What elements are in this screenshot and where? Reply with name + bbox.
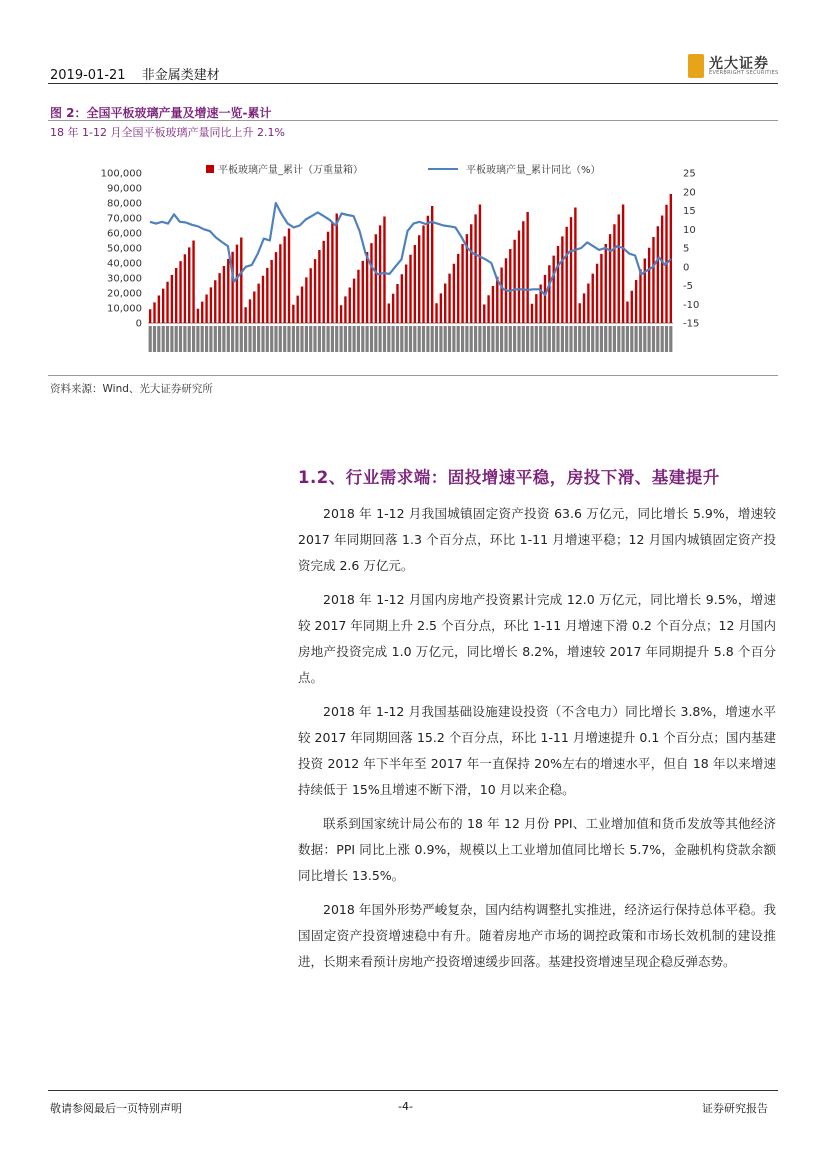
company-logo — [688, 52, 780, 80]
x-tick-mark — [574, 326, 577, 352]
production-bar — [552, 256, 554, 323]
x-tick-mark — [526, 326, 529, 352]
x-tick-mark — [604, 326, 607, 352]
production-bar — [474, 214, 476, 323]
x-tick-mark — [413, 326, 416, 352]
x-tick-mark — [543, 326, 546, 352]
x-tick-mark — [248, 326, 251, 352]
x-tick-mark — [279, 326, 282, 352]
x-tick-mark — [669, 326, 672, 352]
x-tick-mark — [418, 326, 421, 352]
production-bar — [492, 286, 494, 323]
x-tick-mark — [188, 326, 191, 352]
left-axis-tick-label: 30,000 — [107, 273, 142, 285]
right-axis-tick-label: 10 — [683, 224, 696, 236]
production-bar — [383, 217, 385, 324]
x-tick-mark — [444, 326, 447, 352]
production-bar — [362, 261, 364, 323]
production-bar — [592, 274, 594, 323]
x-tick-mark — [179, 326, 182, 352]
production-bar — [353, 279, 355, 323]
x-tick-mark — [630, 326, 633, 352]
production-bar — [162, 289, 164, 323]
x-tick-mark — [305, 326, 308, 352]
production-bar — [435, 303, 437, 323]
x-tick-mark — [439, 326, 442, 352]
production-bar — [548, 265, 550, 323]
x-tick-mark — [522, 326, 525, 352]
section-body — [298, 501, 776, 983]
legend-bar-swatch — [206, 165, 214, 173]
production-bar — [427, 216, 429, 323]
x-tick-mark — [196, 326, 199, 352]
production-bar — [279, 244, 281, 323]
right-axis-tick-label: 5 — [683, 243, 690, 255]
right-axis-tick-label: 15 — [683, 206, 696, 217]
figure-subtitle: 18 年 1-12 月全国平板玻璃产量同比上升 2.1% — [50, 126, 285, 139]
x-tick-mark — [166, 326, 169, 352]
production-bar — [184, 254, 186, 323]
right-axis-tick-label: 0 — [683, 262, 690, 274]
left-axis-tick-label: 40,000 — [107, 258, 142, 270]
right-axis-tick-label: -5 — [683, 281, 693, 292]
x-tick-mark — [387, 326, 390, 352]
production-bar — [292, 305, 294, 323]
logo-name: 光大证券 — [709, 56, 769, 72]
x-tick-mark — [535, 326, 538, 352]
x-tick-mark — [478, 326, 481, 352]
production-bar — [188, 247, 190, 323]
x-tick-mark — [665, 326, 668, 352]
x-tick-mark — [253, 326, 256, 352]
x-tick-mark — [504, 326, 507, 352]
production-bar — [323, 241, 325, 323]
production-bar — [583, 293, 585, 323]
production-bar — [605, 244, 607, 323]
production-bar — [587, 284, 589, 324]
x-tick-mark — [235, 326, 238, 352]
x-tick-mark — [353, 326, 356, 352]
x-axis-ticks — [149, 326, 673, 352]
x-tick-mark — [591, 326, 594, 352]
x-tick-mark — [561, 326, 564, 352]
production-bar — [513, 240, 515, 323]
x-tick-mark — [322, 326, 325, 352]
x-tick-mark — [648, 326, 651, 352]
legend-line-label: 平板玻璃产量_累计同比（%） — [466, 165, 601, 176]
x-tick-mark — [426, 326, 429, 352]
x-tick-mark — [643, 326, 646, 352]
x-tick-mark — [396, 326, 399, 352]
x-tick-mark — [483, 326, 486, 352]
x-tick-mark — [470, 326, 473, 352]
production-bar — [457, 254, 459, 323]
x-tick-mark — [183, 326, 186, 352]
logo-subtitle: EVERBRIGHT SECURITIES — [709, 70, 779, 76]
x-tick-mark — [405, 326, 408, 352]
x-tick-mark — [548, 326, 551, 352]
production-bar — [175, 268, 177, 323]
x-tick-mark — [565, 326, 568, 352]
production-bar — [158, 296, 160, 324]
production-bar — [566, 227, 568, 323]
left-axis-tick-label: 0 — [135, 318, 142, 330]
x-tick-mark — [201, 326, 204, 352]
production-bar — [301, 287, 303, 324]
production-bar — [622, 205, 624, 324]
bar-series — [149, 194, 672, 323]
x-tick-mark — [331, 326, 334, 352]
left-axis-tick-label: 90,000 — [107, 183, 142, 195]
production-bar — [644, 259, 646, 324]
x-tick-mark — [287, 326, 290, 352]
production-bar — [500, 268, 502, 324]
footer-rule — [48, 1090, 778, 1091]
right-axis-tick-label: -10 — [683, 299, 700, 311]
production-bar — [262, 276, 264, 323]
production-bar — [487, 295, 489, 323]
x-tick-mark — [244, 326, 247, 352]
x-tick-mark — [205, 326, 208, 352]
production-bar — [231, 252, 233, 323]
x-tick-mark — [452, 326, 455, 352]
production-bar — [310, 268, 312, 323]
production-bar — [479, 205, 481, 324]
x-tick-mark — [587, 326, 590, 352]
production-bar — [171, 275, 173, 323]
x-tick-mark — [596, 326, 599, 352]
x-tick-mark — [496, 326, 499, 352]
x-tick-mark — [149, 326, 152, 352]
production-chart — [48, 150, 778, 375]
x-tick-mark — [609, 326, 612, 352]
x-tick-mark — [218, 326, 221, 352]
production-bar — [626, 302, 628, 324]
production-bar — [448, 274, 450, 323]
production-bar — [318, 250, 320, 323]
x-tick-mark — [635, 326, 638, 352]
production-bar — [613, 224, 615, 323]
production-bar — [388, 304, 390, 324]
footer-disclaimer: 敬请参阅最后一页特别声明 — [50, 1102, 182, 1115]
x-tick-mark — [274, 326, 277, 352]
production-bar — [526, 212, 528, 323]
production-bar — [275, 252, 277, 323]
production-bar — [414, 245, 416, 323]
production-bar — [657, 226, 659, 323]
x-tick-mark — [327, 326, 330, 352]
production-bar — [522, 221, 524, 323]
x-tick-mark — [335, 326, 338, 352]
x-tick-mark — [400, 326, 403, 352]
x-tick-mark — [552, 326, 555, 352]
production-bar — [253, 292, 255, 324]
x-tick-mark — [435, 326, 438, 352]
production-bar — [444, 284, 446, 324]
production-bar — [331, 223, 333, 323]
production-bar — [192, 241, 194, 324]
production-bar — [431, 206, 433, 323]
production-bar — [227, 259, 229, 323]
header-rule — [48, 83, 778, 84]
left-axis-tick-label: 20,000 — [107, 288, 142, 300]
left-axis-tick-label: 60,000 — [107, 228, 142, 240]
production-bar — [440, 293, 442, 323]
production-bar — [635, 280, 637, 323]
x-tick-mark — [374, 326, 377, 352]
production-bar — [392, 294, 394, 323]
production-bar — [344, 296, 346, 323]
production-bar — [570, 217, 572, 323]
production-bar — [631, 291, 633, 323]
production-bar — [418, 235, 420, 323]
production-bar — [652, 237, 654, 323]
x-tick-mark — [366, 326, 369, 352]
x-tick-mark — [361, 326, 364, 352]
x-tick-mark — [530, 326, 533, 352]
production-bar — [201, 302, 203, 323]
production-bar — [401, 274, 403, 323]
production-bar — [218, 273, 220, 323]
chart-legend — [206, 163, 601, 176]
production-bar — [357, 270, 359, 323]
left-axis-tick-label: 10,000 — [107, 303, 142, 315]
x-tick-mark — [626, 326, 629, 352]
x-tick-mark — [517, 326, 520, 352]
x-tick-mark — [309, 326, 312, 352]
production-bar — [214, 280, 216, 323]
x-tick-mark — [175, 326, 178, 352]
left-axis-tick-label: 50,000 — [107, 243, 142, 255]
production-bar — [409, 255, 411, 323]
production-bar — [366, 252, 368, 323]
production-bar — [470, 224, 472, 323]
x-tick-mark — [240, 326, 243, 352]
production-bar — [531, 304, 533, 323]
production-bar — [496, 277, 498, 323]
production-bar — [639, 269, 641, 323]
x-tick-mark — [500, 326, 503, 352]
figure-title-rule — [48, 120, 778, 121]
paragraph: 2018 年国外形势严峻复杂，国内结构调整扎实推进，经济运行保持总体平稳。我国固定资产投资增速稳中有升。随着房地产市场的调控政策和市场长效机制的建设推进，长期来看预计房地产投资增速缓步回落。基建投资增速呈现企稳反弹态势。 — [298, 902, 776, 969]
production-bar — [266, 268, 268, 323]
production-bar — [257, 284, 259, 323]
production-bar — [579, 303, 581, 323]
production-bar — [283, 236, 285, 323]
production-bar — [618, 214, 620, 323]
production-bar — [244, 307, 246, 323]
left-axis-tick-label: 100,000 — [100, 168, 142, 180]
production-bar — [340, 305, 342, 323]
production-bar — [561, 236, 563, 323]
production-bar — [210, 287, 212, 323]
x-tick-mark — [231, 326, 234, 352]
x-tick-mark — [300, 326, 303, 352]
production-bar — [574, 208, 576, 324]
x-tick-mark — [448, 326, 451, 352]
x-tick-mark — [162, 326, 165, 352]
production-bar — [240, 238, 242, 324]
production-bar — [223, 266, 225, 323]
x-tick-mark — [261, 326, 264, 352]
x-tick-mark — [313, 326, 316, 352]
x-tick-mark — [622, 326, 625, 352]
legend-bar-label: 平板玻璃产量_累计（万重量箱） — [218, 165, 363, 176]
production-bar — [270, 260, 272, 323]
production-bar — [197, 309, 199, 323]
x-tick-mark — [600, 326, 603, 352]
right-axis-tick-label: 20 — [683, 187, 696, 199]
production-bar — [509, 249, 511, 323]
production-bar — [370, 243, 372, 323]
production-bar — [535, 294, 537, 323]
x-tick-mark — [283, 326, 286, 352]
x-tick-mark — [465, 326, 468, 352]
paragraph: 2018 年 1-12 月我国基础设施建设投资（不含电力）同比增长 3.8%，增速水平较 2017 年同期回落 15.2 个百分点，环比 1-11 月增速提升 0.1 个百分点；国内基建投资 2012 年下半年至 2017 年一直保持 20%左右的增速水平，但自 18 年以来增速持续低于 15%且增速不断下滑，10 月以来企稳。 — [298, 704, 776, 797]
x-tick-mark — [578, 326, 581, 352]
footer-label: 证券研究报告 — [702, 1102, 768, 1115]
x-tick-mark — [392, 326, 395, 352]
production-bar — [166, 282, 168, 323]
production-bar — [483, 305, 485, 324]
x-tick-mark — [209, 326, 212, 352]
x-tick-mark — [652, 326, 655, 352]
right-axis-tick-label: 25 — [683, 168, 696, 180]
x-tick-mark — [270, 326, 273, 352]
production-bar — [249, 299, 251, 323]
x-tick-mark — [357, 326, 360, 352]
production-bar — [648, 248, 650, 323]
production-bar — [314, 259, 316, 323]
production-bar — [461, 244, 463, 323]
production-bar — [336, 214, 338, 324]
figure-source: 资料来源：Wind、光大证券研究所 — [50, 383, 213, 395]
production-bar — [149, 309, 151, 323]
left-axis-tick-label: 80,000 — [107, 198, 142, 210]
logo-icon — [688, 54, 704, 78]
x-tick-mark — [656, 326, 659, 352]
x-tick-mark — [487, 326, 490, 352]
production-bar — [153, 302, 155, 323]
x-tick-mark — [457, 326, 460, 352]
production-bar — [518, 231, 520, 324]
x-tick-mark — [474, 326, 477, 352]
production-bar — [422, 226, 424, 324]
figure-bottom-rule — [48, 375, 778, 376]
report-date: 2019-01-21 — [50, 68, 126, 83]
x-tick-mark — [348, 326, 351, 352]
x-tick-mark — [513, 326, 516, 352]
production-bar — [375, 234, 377, 323]
paragraph: 2018 年 1-12 月国内房地产投资累计完成 12.0 万亿元，同比增长 9.5%，增速较 2017 年同期上升 2.5 个百分点，环比 1-11 月增速下滑 0.2 个百分点；12 月国内房地产投资完成 1.0 万亿元，同比增长 8.2%，增速较 2017 年同期提升 5.8 个百分点。 — [298, 592, 776, 685]
x-tick-mark — [422, 326, 425, 352]
x-tick-mark — [227, 326, 230, 352]
page-header — [50, 64, 232, 83]
page-number: -4- — [398, 1100, 413, 1113]
x-tick-mark — [318, 326, 321, 352]
x-tick-mark — [157, 326, 160, 352]
x-tick-mark — [370, 326, 373, 352]
x-tick-mark — [379, 326, 382, 352]
production-bar — [205, 295, 207, 324]
x-tick-mark — [613, 326, 616, 352]
x-tick-mark — [383, 326, 386, 352]
paragraph: 2018 年 1-12 月我国城镇固定资产投资 63.6 万亿元，同比增长 5.9%，增速较 2017 年同期回落 1.3 个百分点，环比 1-11 月增速平稳；12 月国内城镇固定资产投资完成 2.6 万亿元。 — [298, 506, 776, 573]
x-tick-mark — [344, 326, 347, 352]
production-bar — [453, 264, 455, 323]
section-title: 1.2、行业需求端：固投增速平稳，房投下滑、基建提升 — [298, 468, 720, 487]
production-bar — [661, 216, 663, 324]
x-tick-mark — [214, 326, 217, 352]
x-tick-mark — [639, 326, 642, 352]
x-tick-mark — [583, 326, 586, 352]
x-tick-mark — [192, 326, 195, 352]
x-tick-mark — [461, 326, 464, 352]
production-bar — [297, 296, 299, 323]
x-tick-mark — [661, 326, 664, 352]
production-bar — [305, 277, 307, 323]
production-bar — [327, 232, 329, 323]
production-bar — [179, 261, 181, 323]
x-tick-mark — [340, 326, 343, 352]
x-tick-mark — [491, 326, 494, 352]
figure-title: 图 2：全国平板玻璃产量及增速一览-累计 — [50, 106, 272, 120]
production-bar — [396, 284, 398, 323]
production-bar — [596, 264, 598, 323]
x-tick-mark — [266, 326, 269, 352]
production-bar — [544, 275, 546, 323]
production-bar — [349, 288, 351, 324]
x-tick-mark — [409, 326, 412, 352]
production-bar — [405, 265, 407, 324]
production-bar — [557, 246, 559, 323]
x-tick-mark — [509, 326, 512, 352]
paragraph: 联系到国家统计局公布的 18 年 12 月份 PPI、工业增加值和货币发放等其他经济数据：PPI 同比上涨 0.9%，规模以上工业增加值同比增长 5.7%，金融机构贷款余额同比增长 13.5%。 — [298, 816, 776, 883]
x-tick-mark — [292, 326, 295, 352]
production-bar — [609, 234, 611, 323]
report-category: 非金属类建材 — [141, 68, 220, 83]
x-tick-mark — [296, 326, 299, 352]
x-tick-mark — [257, 326, 260, 352]
x-tick-mark — [556, 326, 559, 352]
production-bar — [600, 254, 602, 323]
x-tick-mark — [569, 326, 572, 352]
left-axis-tick-label: 70,000 — [107, 213, 142, 225]
x-tick-mark — [617, 326, 620, 352]
right-axis-tick-label: -15 — [683, 318, 700, 330]
production-bar — [288, 229, 290, 324]
x-tick-mark — [153, 326, 156, 352]
x-tick-mark — [539, 326, 542, 352]
x-tick-mark — [431, 326, 434, 352]
x-tick-mark — [222, 326, 225, 352]
production-bar — [236, 245, 238, 323]
x-tick-mark — [170, 326, 173, 352]
